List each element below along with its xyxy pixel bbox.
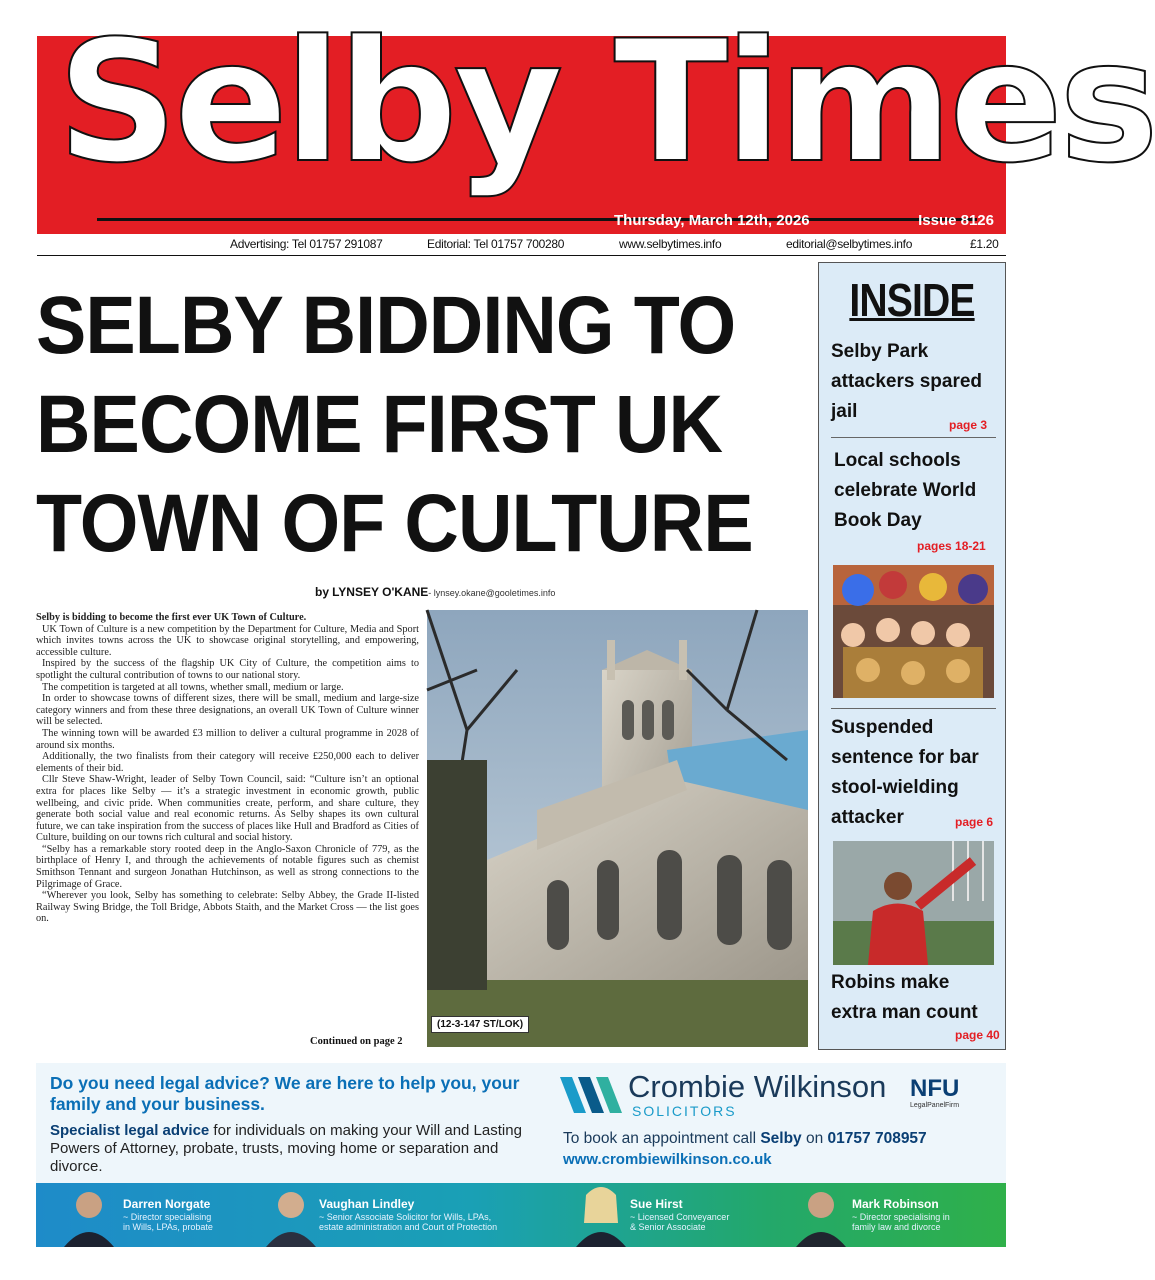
school-children-photo [833,565,994,698]
editorial-phone: Editorial: Tel 01757 700280 [427,237,565,251]
byline-by: by [315,585,330,599]
article-body [36,612,419,925]
ad-body [50,1122,550,1176]
ad-body-text: for individuals on making your Will and Lasting Powers of Attorney, probate, trusts, moving home or separation and divorce. [50,1122,522,1175]
issue-date: Thursday, March 12th, 2026 [614,212,810,229]
article-paragraph: Additionally, the two finalists from their category will receive £250,000 each to deliver elements of their bid. [36,751,419,774]
byline-author: LYNSEY O'KANE [332,585,429,599]
headline-line: TOWN OF CULTURE [36,478,753,569]
teaser-page[interactable]: page 6 [955,815,994,829]
staff-role: ~ Director specialising in [852,1212,950,1222]
staff-role: & Senior Associate [630,1222,706,1232]
headline-line: BECOME FIRST UK [36,379,723,470]
divider [831,708,996,709]
divider [831,437,996,438]
staff-role: in Wills, LPAs, probate [123,1222,213,1232]
article-paragraph: Cllr Steve Shaw-Wright, leader of Selby Town Council, said: “Culture isn’t an optional extra for places like Selby — it’s a strategic investment in economic growth, public wellbeing, and civic pride. When communities create, perform, and share culture, they generate both social value and real economic returns. As Selby shapes its own cultural future, we can take inspiration from the success of places like Hull and Bradford as Cities of Culture, building on our towns rich cultural and social history. [36,774,419,844]
teaser-headline[interactable]: Robins make extra man count [831,972,978,1023]
nfu-logo: NFU [910,1075,960,1102]
inside-title: INSIDE [849,274,975,326]
masthead-underline [97,218,977,221]
advertising-phone: Advertising: Tel 01757 291087 [230,237,383,251]
crombie-logo-icon [560,1073,624,1117]
teaser-page[interactable]: pages 18-21 [917,539,986,553]
staff-name: Mark Robinson [852,1197,939,1211]
staff-name: Darren Norgate [123,1197,211,1211]
staff-role: ~ Licensed Conveyancer [630,1212,730,1222]
staff-strip [36,1183,1006,1247]
article-paragraph: “Selby has a remarkable story rooted deep in the Anglo-Saxon Chronicle of 779, as the birthplace of Henry I, and through the achievements of notable figures such as chemist Smithson Tennant and surgeon Jonathan Hutchinson, as well as strong connections to the Pilgrimage of Grace. [36,843,419,890]
article-paragraph: The winning town will be awarded £3 million to deliver a cultural programme in 2028 of around six months. [36,727,419,751]
staff-photo [796,1183,846,1247]
teaser-headline[interactable]: Local schools celebrate World Book Day [834,450,977,531]
staff-role: ~ Senior Associate Solicitor for Wills, LPAs, [319,1212,492,1222]
article-paragraph: UK Town of Culture is a new competition by the Department for Culture, Media and Sport which invites towns across the UK to showcase original storytelling, and empowering, accessible culture. [36,623,419,658]
footballer-photo [833,841,994,965]
photo-caption: (12-3-147 ST/LOK) [431,1016,529,1033]
editorial-email[interactable]: editorial@selbytimes.info [786,237,913,251]
booking-place: Selby [760,1130,802,1147]
staff-name: Vaughan Lindley [319,1197,415,1211]
nfu-subtitle: LegalPanelFirm [910,1102,960,1109]
staff-role: ~ Director specialising [123,1212,212,1222]
booking-mid: on [801,1130,828,1147]
continued-note[interactable]: Continued on page 2 [310,1036,403,1047]
contact-bar [37,234,1006,256]
staff-photo [576,1183,626,1247]
staff-role: family law and divorce [852,1222,941,1232]
headline-line: SELBY BIDDING TO [36,280,736,371]
article-paragraph: In order to showcase towns of different sizes, there will be small, medium and large-size category winners and from these three designations, an overall UK Town of Culture winner will be selected. [36,693,419,728]
article-paragraph: “Wherever you look, Selby has something to celebrate: Selby Abbey, the Grade II-listed Railway Swing Bridge, the Toll Bridge, Abbots Staith, and the Market Cross — the list goes on. [36,890,419,925]
booking-phone[interactable]: 01757 708957 [827,1130,927,1147]
byline-email: - lynsey.okane@gooletimes.info [428,588,556,598]
teaser-page[interactable]: page 40 [955,1028,1000,1042]
main-headline [36,276,753,573]
inside-panel [818,262,1006,1050]
price: £1.20 [970,237,999,251]
article-paragraph: Selby is bidding to become the first ever UK Town of Culture. [36,612,307,623]
staff-photo [64,1183,114,1247]
booking-line [563,1130,927,1148]
booking-prefix: To book an appointment call [563,1130,761,1147]
ad-headline: Do you need legal advice? We are here to help you, your family and your business. [50,1073,520,1114]
staff-photo [266,1183,316,1247]
firm-name: Crombie Wilkinson [628,1069,887,1104]
website-link[interactable]: www.selbytimes.info [619,237,722,251]
abbey-photo [427,610,808,1047]
teaser-headline[interactable]: Selby Park attackers spared jail [831,341,983,422]
firm-subtitle: SOLICITORS [632,1103,737,1119]
teaser-page[interactable]: page 3 [949,418,988,432]
ad-body-bold: Specialist legal advice [50,1122,210,1139]
teaser-headline[interactable]: Suspended sentence for bar stool-wielding attacker [831,717,979,828]
issue-number: Issue 8126 [918,212,994,229]
firm-website[interactable]: www.crombiewilkinson.co.uk [563,1151,772,1168]
byline [315,585,555,599]
article-paragraph: The competition is targeted at all towns, whether small, medium or large. [42,681,344,693]
staff-role: estate administration and Court of Protection [319,1222,498,1232]
staff-name: Sue Hirst [630,1197,683,1211]
masthead [37,4,1155,234]
article-paragraph: Inspired by the success of the flagship UK City of Culture, the competition aims to spotlight the cultural contribution of towns to our national story. [36,658,419,681]
law-firm-advert [36,1063,1006,1247]
newspaper-title: Selby Times [57,4,1155,200]
